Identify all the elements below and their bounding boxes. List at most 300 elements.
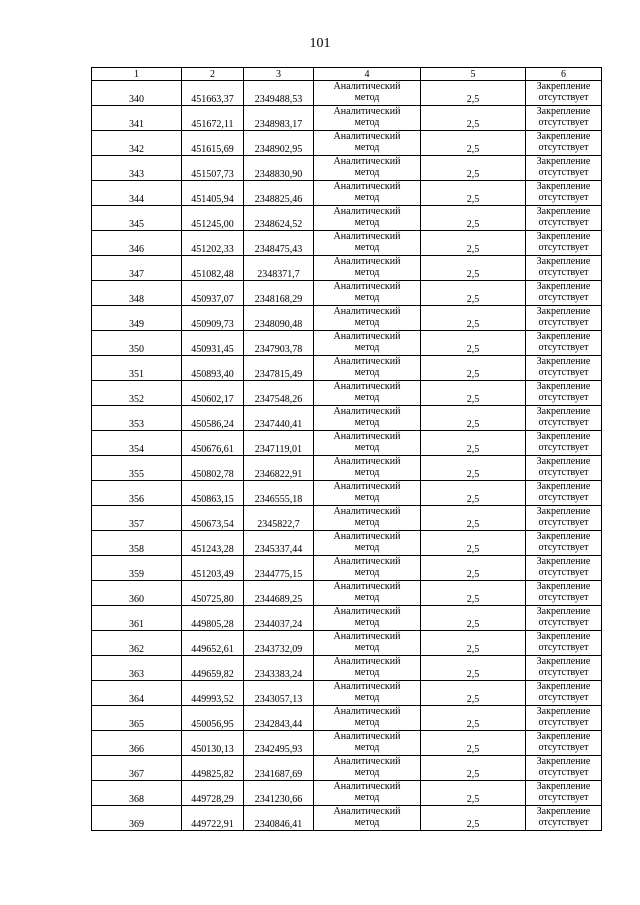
point-number-cell: 342 [92, 131, 182, 156]
fixing-cell [526, 481, 602, 506]
x-coordinate-cell: 451202,33 [182, 231, 244, 256]
method-cell [314, 331, 421, 356]
table-row [92, 481, 602, 506]
table-row [92, 231, 602, 256]
accuracy-cell: 2,5 [421, 781, 526, 806]
method-text-line: Аналитический [333, 456, 401, 467]
fixing-cell [526, 456, 602, 481]
x-coordinate-cell: 451082,48 [182, 256, 244, 281]
header-cell-4: 4 [314, 68, 421, 81]
table-row [92, 306, 602, 331]
method-cell [314, 206, 421, 231]
y-coordinate-cell: 2348475,43 [244, 231, 314, 256]
fixing-text-line: отсутствует [538, 417, 589, 428]
point-number-cell: 367 [92, 756, 182, 781]
fixing-cell [526, 156, 602, 181]
y-coordinate-cell: 2348825,46 [244, 181, 314, 206]
method-text-line: метод [354, 467, 380, 478]
x-coordinate-cell: 451243,28 [182, 531, 244, 556]
fixing-text-line: отсутствует [538, 142, 589, 153]
table-row [92, 556, 602, 581]
accuracy-cell: 2,5 [421, 281, 526, 306]
method-cell [314, 406, 421, 431]
point-number-cell: 355 [92, 456, 182, 481]
point-number-cell: 351 [92, 356, 182, 381]
method-text-line: Аналитический [333, 281, 401, 292]
header-cell-2: 2 [182, 68, 244, 81]
table-row [92, 256, 602, 281]
x-coordinate-cell: 450130,13 [182, 731, 244, 756]
header-row [92, 68, 602, 81]
accuracy-cell: 2,5 [421, 731, 526, 756]
fixing-cell [526, 256, 602, 281]
method-text-line: метод [354, 442, 380, 453]
point-number-cell: 349 [92, 306, 182, 331]
accuracy-cell: 2,5 [421, 806, 526, 831]
x-coordinate-cell: 450673,54 [182, 506, 244, 531]
method-text-line: Аналитический [333, 481, 401, 492]
method-text-line: метод [354, 517, 380, 528]
method-text-line: метод [354, 642, 380, 653]
y-coordinate-cell: 2340846,41 [244, 806, 314, 831]
method-text-line: метод [354, 317, 380, 328]
fixing-text-line: Закрепление [536, 381, 591, 392]
table-row [92, 206, 602, 231]
fixing-text-line: отсутствует [538, 542, 589, 553]
point-number-cell: 356 [92, 481, 182, 506]
x-coordinate-cell: 449805,28 [182, 606, 244, 631]
method-text-line: Аналитический [333, 106, 401, 117]
method-cell [314, 456, 421, 481]
accuracy-cell: 2,5 [421, 706, 526, 731]
table-row [92, 706, 602, 731]
fixing-text-line: отсутствует [538, 367, 589, 378]
fixing-cell [526, 506, 602, 531]
x-coordinate-cell: 450056,95 [182, 706, 244, 731]
fixing-cell [526, 131, 602, 156]
y-coordinate-cell: 2341230,66 [244, 781, 314, 806]
fixing-text-line: Закрепление [536, 231, 591, 242]
method-text-line: Аналитический [333, 806, 401, 817]
method-text-line: Аналитический [333, 306, 401, 317]
table-body [92, 81, 602, 831]
fixing-text-line: отсутствует [538, 467, 589, 478]
y-coordinate-cell: 2349488,53 [244, 81, 314, 106]
table-row [92, 81, 602, 106]
method-text-line: Аналитический [333, 756, 401, 767]
fixing-text-line: Закрепление [536, 281, 591, 292]
table-row [92, 131, 602, 156]
fixing-text-line: отсутствует [538, 742, 589, 753]
fixing-cell [526, 206, 602, 231]
method-text-line: Аналитический [333, 781, 401, 792]
method-text-line: метод [354, 167, 380, 178]
table-row [92, 581, 602, 606]
x-coordinate-cell: 450602,17 [182, 381, 244, 406]
point-number-cell: 343 [92, 156, 182, 181]
table-row [92, 381, 602, 406]
x-coordinate-cell: 450893,40 [182, 356, 244, 381]
point-number-cell: 354 [92, 431, 182, 456]
x-coordinate-cell: 449652,61 [182, 631, 244, 656]
accuracy-cell: 2,5 [421, 481, 526, 506]
point-number-cell: 346 [92, 231, 182, 256]
y-coordinate-cell: 2348168,29 [244, 281, 314, 306]
accuracy-cell: 2,5 [421, 506, 526, 531]
table-row [92, 181, 602, 206]
fixing-text-line: Закрепление [536, 131, 591, 142]
y-coordinate-cell: 2347548,26 [244, 381, 314, 406]
method-text-line: метод [354, 142, 380, 153]
y-coordinate-cell: 2346822,91 [244, 456, 314, 481]
x-coordinate-cell: 449659,82 [182, 656, 244, 681]
fixing-text-line: Закрепление [536, 506, 591, 517]
x-coordinate-cell: 451615,69 [182, 131, 244, 156]
fixing-cell [526, 806, 602, 831]
accuracy-cell: 2,5 [421, 206, 526, 231]
fixing-text-line: отсутствует [538, 667, 589, 678]
method-text-line: метод [354, 342, 380, 353]
fixing-text-line: отсутствует [538, 217, 589, 228]
fixing-text-line: Закрепление [536, 656, 591, 667]
y-coordinate-cell: 2343383,24 [244, 656, 314, 681]
accuracy-cell: 2,5 [421, 681, 526, 706]
x-coordinate-cell: 450802,78 [182, 456, 244, 481]
fixing-cell [526, 681, 602, 706]
x-coordinate-cell: 449728,29 [182, 781, 244, 806]
method-text-line: метод [354, 417, 380, 428]
method-text-line: Аналитический [333, 381, 401, 392]
header-cell-6: 6 [526, 68, 602, 81]
fixing-text-line: Закрепление [536, 606, 591, 617]
method-text-line: Аналитический [333, 506, 401, 517]
method-cell [314, 356, 421, 381]
table-row [92, 281, 602, 306]
method-text-line: метод [354, 767, 380, 778]
fixing-text-line: отсутствует [538, 567, 589, 578]
fixing-text-line: отсутствует [538, 767, 589, 778]
fixing-text-line: Закрепление [536, 456, 591, 467]
table-row [92, 431, 602, 456]
fixing-text-line: отсутствует [538, 517, 589, 528]
point-number-cell: 348 [92, 281, 182, 306]
point-number-cell: 365 [92, 706, 182, 731]
fixing-cell [526, 756, 602, 781]
method-cell [314, 606, 421, 631]
fixing-text-line: Закрепление [536, 256, 591, 267]
accuracy-cell: 2,5 [421, 581, 526, 606]
method-cell [314, 281, 421, 306]
accuracy-cell: 2,5 [421, 181, 526, 206]
table-row [92, 456, 602, 481]
method-text-line: метод [354, 92, 380, 103]
method-cell [314, 381, 421, 406]
fixing-text-line: Закрепление [536, 756, 591, 767]
table-row [92, 331, 602, 356]
accuracy-cell: 2,5 [421, 631, 526, 656]
method-cell [314, 156, 421, 181]
method-text-line: метод [354, 117, 380, 128]
fixing-text-line: отсутствует [538, 167, 589, 178]
x-coordinate-cell: 450931,45 [182, 331, 244, 356]
point-number-cell: 352 [92, 381, 182, 406]
method-text-line: метод [354, 567, 380, 578]
x-coordinate-cell: 450676,61 [182, 431, 244, 456]
y-coordinate-cell: 2344689,25 [244, 581, 314, 606]
fixing-cell [526, 81, 602, 106]
point-number-cell: 362 [92, 631, 182, 656]
fixing-cell [526, 706, 602, 731]
method-text-line: Аналитический [333, 731, 401, 742]
fixing-cell [526, 231, 602, 256]
method-text-line: метод [354, 692, 380, 703]
method-text-line: Аналитический [333, 606, 401, 617]
x-coordinate-cell: 450909,73 [182, 306, 244, 331]
method-text-line: Аналитический [333, 581, 401, 592]
x-coordinate-cell: 449825,82 [182, 756, 244, 781]
fixing-cell [526, 656, 602, 681]
method-text-line: метод [354, 742, 380, 753]
fixing-text-line: Закрепление [536, 681, 591, 692]
fixing-text-line: отсутствует [538, 92, 589, 103]
y-coordinate-cell: 2345822,7 [244, 506, 314, 531]
fixing-text-line: отсутствует [538, 817, 589, 828]
method-cell [314, 106, 421, 131]
fixing-text-line: Закрепление [536, 731, 591, 742]
fixing-text-line: отсутствует [538, 717, 589, 728]
fixing-cell [526, 306, 602, 331]
point-number-cell: 366 [92, 731, 182, 756]
y-coordinate-cell: 2348371,7 [244, 256, 314, 281]
fixing-text-line: отсутствует [538, 592, 589, 603]
method-cell [314, 506, 421, 531]
accuracy-cell: 2,5 [421, 106, 526, 131]
fixing-text-line: отсутствует [538, 267, 589, 278]
method-text-line: метод [354, 542, 380, 553]
fixing-text-line: Закрепление [536, 206, 591, 217]
y-coordinate-cell: 2341687,69 [244, 756, 314, 781]
x-coordinate-cell: 451405,94 [182, 181, 244, 206]
point-number-cell: 347 [92, 256, 182, 281]
accuracy-cell: 2,5 [421, 406, 526, 431]
fixing-text-line: отсутствует [538, 342, 589, 353]
accuracy-cell: 2,5 [421, 606, 526, 631]
point-number-cell: 363 [92, 656, 182, 681]
accuracy-cell: 2,5 [421, 81, 526, 106]
method-cell [314, 306, 421, 331]
table-row [92, 756, 602, 781]
method-cell [314, 81, 421, 106]
y-coordinate-cell: 2344775,15 [244, 556, 314, 581]
method-cell [314, 431, 421, 456]
fixing-text-line: отсутствует [538, 317, 589, 328]
method-cell [314, 181, 421, 206]
method-text-line: Аналитический [333, 81, 401, 92]
method-text-line: метод [354, 792, 380, 803]
y-coordinate-cell: 2347119,01 [244, 431, 314, 456]
method-text-line: Аналитический [333, 631, 401, 642]
accuracy-cell: 2,5 [421, 231, 526, 256]
fixing-text-line: отсутствует [538, 392, 589, 403]
method-text-line: метод [354, 492, 380, 503]
method-cell [314, 531, 421, 556]
method-cell [314, 131, 421, 156]
table-row [92, 806, 602, 831]
fixing-text-line: отсутствует [538, 642, 589, 653]
fixing-text-line: Закрепление [536, 406, 591, 417]
fixing-text-line: Закрепление [536, 431, 591, 442]
fixing-text-line: Закрепление [536, 181, 591, 192]
fixing-text-line: Закрепление [536, 781, 591, 792]
table-row [92, 656, 602, 681]
method-cell [314, 231, 421, 256]
accuracy-cell: 2,5 [421, 256, 526, 281]
fixing-text-line: Закрепление [536, 106, 591, 117]
fixing-text-line: Закрепление [536, 631, 591, 642]
point-number-cell: 350 [92, 331, 182, 356]
fixing-text-line: Закрепление [536, 806, 591, 817]
fixing-text-line: Закрепление [536, 481, 591, 492]
fixing-text-line: отсутствует [538, 617, 589, 628]
y-coordinate-cell: 2345337,44 [244, 531, 314, 556]
method-text-line: Аналитический [333, 356, 401, 367]
table-row [92, 156, 602, 181]
header-cell-1: 1 [92, 68, 182, 81]
method-cell [314, 781, 421, 806]
fixing-text-line: Закрепление [536, 556, 591, 567]
y-coordinate-cell: 2348090,48 [244, 306, 314, 331]
method-text-line: метод [354, 292, 380, 303]
point-number-cell: 358 [92, 531, 182, 556]
accuracy-cell: 2,5 [421, 431, 526, 456]
fixing-cell [526, 181, 602, 206]
method-text-line: Аналитический [333, 331, 401, 342]
accuracy-cell: 2,5 [421, 656, 526, 681]
method-text-line: Аналитический [333, 556, 401, 567]
table-row [92, 631, 602, 656]
method-text-line: Аналитический [333, 656, 401, 667]
y-coordinate-cell: 2346555,18 [244, 481, 314, 506]
header-cell-5: 5 [421, 68, 526, 81]
fixing-text-line: отсутствует [538, 192, 589, 203]
accuracy-cell: 2,5 [421, 356, 526, 381]
fixing-cell [526, 331, 602, 356]
x-coordinate-cell: 449722,91 [182, 806, 244, 831]
accuracy-cell: 2,5 [421, 381, 526, 406]
fixing-text-line: Закрепление [536, 706, 591, 717]
method-text-line: метод [354, 667, 380, 678]
method-cell [314, 556, 421, 581]
fixing-text-line: отсутствует [538, 242, 589, 253]
table-row [92, 606, 602, 631]
method-text-line: метод [354, 592, 380, 603]
method-text-line: метод [354, 192, 380, 203]
point-number-cell: 364 [92, 681, 182, 706]
method-text-line: метод [354, 267, 380, 278]
x-coordinate-cell: 449993,52 [182, 681, 244, 706]
fixing-cell [526, 281, 602, 306]
fixing-cell [526, 356, 602, 381]
fixing-text-line: отсутствует [538, 292, 589, 303]
fixing-text-line: Закрепление [536, 356, 591, 367]
fixing-cell [526, 606, 602, 631]
table-row [92, 406, 602, 431]
fixing-cell [526, 581, 602, 606]
table-row [92, 781, 602, 806]
fixing-cell [526, 106, 602, 131]
point-number-cell: 361 [92, 606, 182, 631]
fixing-text-line: Закрепление [536, 156, 591, 167]
fixing-text-line: Закрепление [536, 531, 591, 542]
method-text-line: метод [354, 392, 380, 403]
method-text-line: метод [354, 717, 380, 728]
y-coordinate-cell: 2344037,24 [244, 606, 314, 631]
accuracy-cell: 2,5 [421, 531, 526, 556]
table-header [92, 68, 602, 81]
method-text-line: Аналитический [333, 181, 401, 192]
y-coordinate-cell: 2347440,41 [244, 406, 314, 431]
table-row [92, 106, 602, 131]
y-coordinate-cell: 2347815,49 [244, 356, 314, 381]
x-coordinate-cell: 450863,15 [182, 481, 244, 506]
x-coordinate-cell: 451203,49 [182, 556, 244, 581]
fixing-text-line: Закрепление [536, 331, 591, 342]
method-text-line: Аналитический [333, 706, 401, 717]
fixing-text-line: отсутствует [538, 492, 589, 503]
fixing-cell [526, 431, 602, 456]
method-cell [314, 706, 421, 731]
fixing-text-line: отсутствует [538, 792, 589, 803]
point-number-cell: 353 [92, 406, 182, 431]
method-cell [314, 256, 421, 281]
table-row [92, 506, 602, 531]
y-coordinate-cell: 2348624,52 [244, 206, 314, 231]
fixing-cell [526, 531, 602, 556]
method-text-line: Аналитический [333, 431, 401, 442]
fixing-cell [526, 381, 602, 406]
method-cell [314, 806, 421, 831]
point-number-cell: 359 [92, 556, 182, 581]
y-coordinate-cell: 2343732,09 [244, 631, 314, 656]
accuracy-cell: 2,5 [421, 156, 526, 181]
accuracy-cell: 2,5 [421, 456, 526, 481]
fixing-text-line: отсутствует [538, 442, 589, 453]
fixing-cell [526, 781, 602, 806]
fixing-cell [526, 731, 602, 756]
y-coordinate-cell: 2343057,13 [244, 681, 314, 706]
x-coordinate-cell: 450586,24 [182, 406, 244, 431]
method-text-line: Аналитический [333, 156, 401, 167]
table-row [92, 531, 602, 556]
method-text-line: Аналитический [333, 406, 401, 417]
fixing-cell [526, 406, 602, 431]
accuracy-cell: 2,5 [421, 756, 526, 781]
method-text-line: метод [354, 367, 380, 378]
page-number: 101 [309, 36, 331, 51]
method-text-line: Аналитический [333, 681, 401, 692]
header-cell-3: 3 [244, 68, 314, 81]
fixing-text-line: отсутствует [538, 692, 589, 703]
accuracy-cell: 2,5 [421, 331, 526, 356]
point-number-cell: 368 [92, 781, 182, 806]
x-coordinate-cell: 451663,37 [182, 81, 244, 106]
table-row [92, 731, 602, 756]
fixing-text-line: Закрепление [536, 81, 591, 92]
table-row [92, 356, 602, 381]
point-number-cell: 360 [92, 581, 182, 606]
point-number-cell: 345 [92, 206, 182, 231]
method-cell [314, 656, 421, 681]
